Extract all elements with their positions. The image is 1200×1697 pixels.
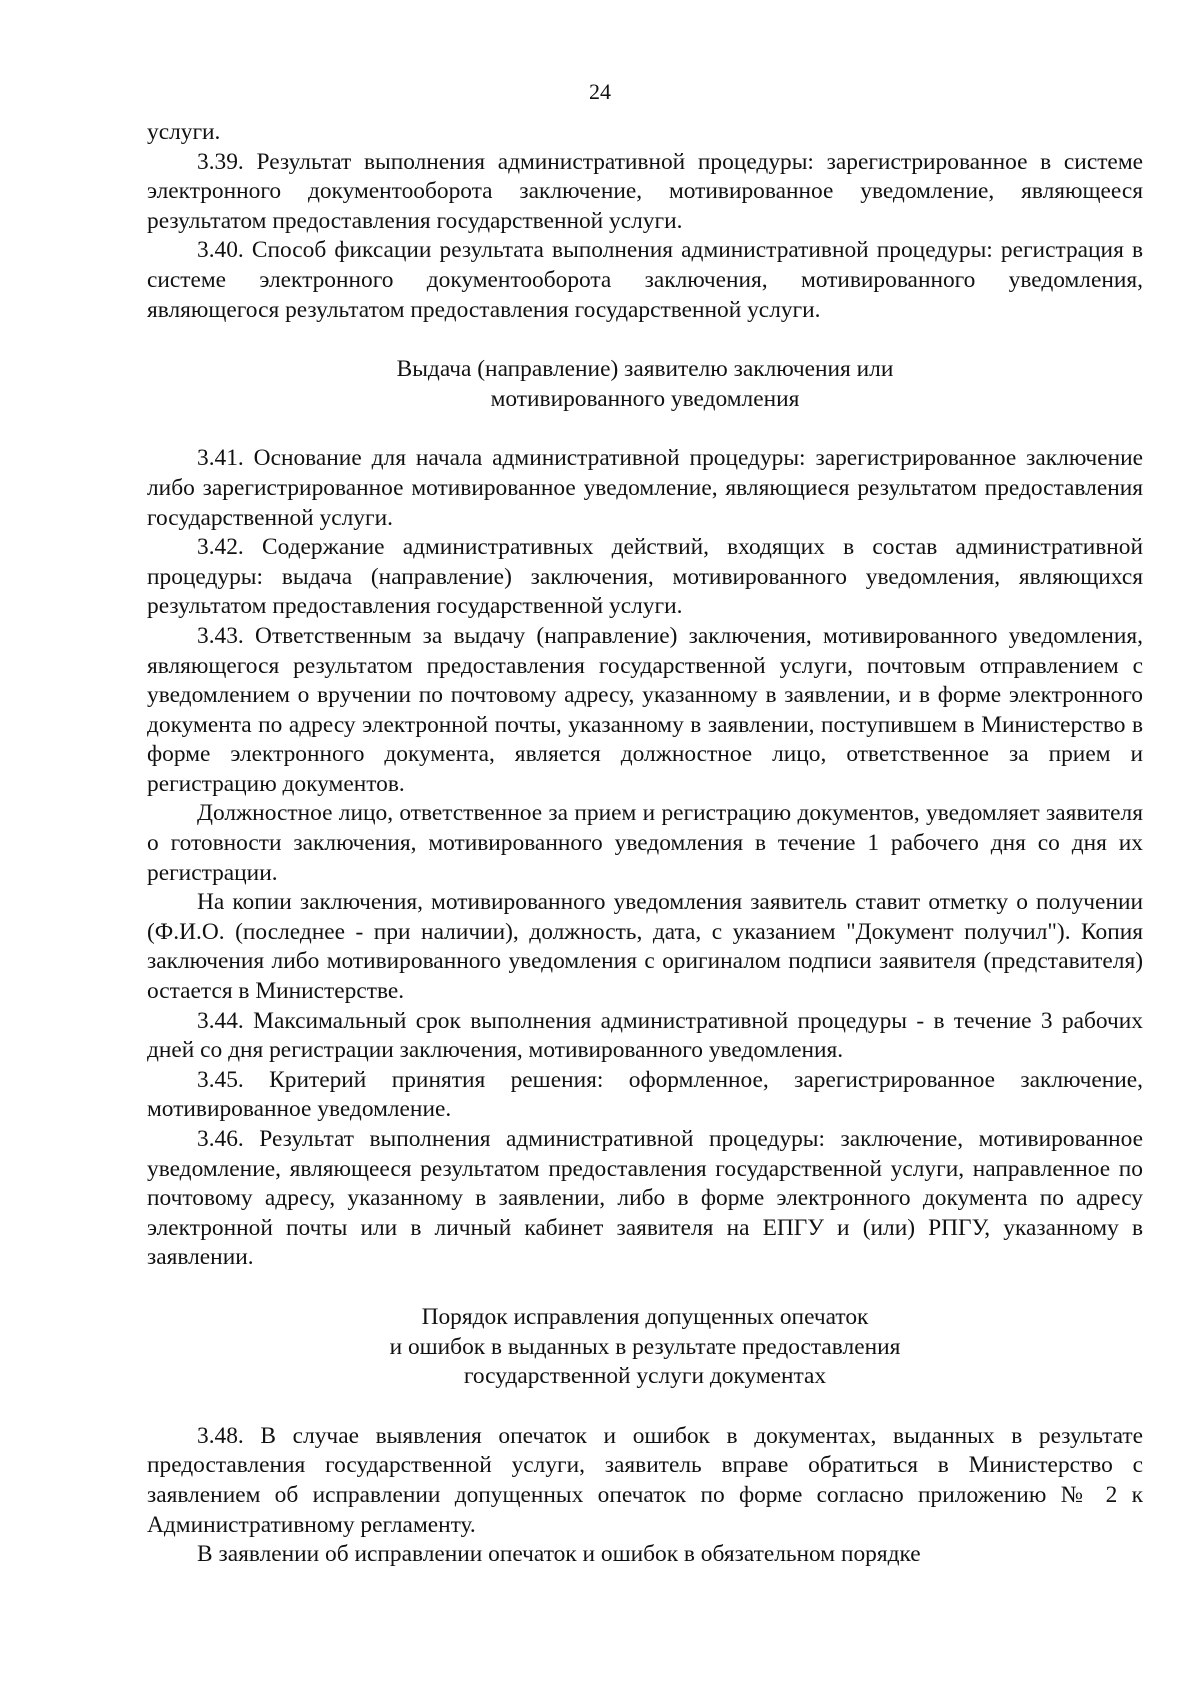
paragraph-copy-receipt: На копии заключения, мотивированного уведомления заявитель ставит отметку о получении (Ф.И.О. (последнее - при наличии), должность, дата, с указанием "Документ получил"). Копия заключения либо мотивированного уведомления с оригиналом подписи заявителя (представителя) остается в Министерстве. <box>147 889 1143 1005</box>
paragraph-3-44: 3.44. Максимальный срок выполнения административной процедуры - в течение 3 рабочих дней со дня регистрации заключения, мотивированного уведомления. <box>147 1007 1143 1064</box>
section-heading-corrections <box>147 1303 1143 1392</box>
paragraph-3-42: 3.42. Содержание административных действий, входящих в состав административной процедуры: выдача (направление) заключения, мотивированного уведомления, являющихся результатом предоставления государственной услуги. <box>147 534 1143 620</box>
heading-line: Порядок исправления допущенных опечаток <box>421 1303 869 1330</box>
document-body <box>147 118 1143 1570</box>
paragraph-3-40: 3.40. Способ фиксации результата выполнения административной процедуры: регистрация в системе электронного документооборота заключения, мотивированного уведомления, являющегося результатом предоставления государственной услуги. <box>147 237 1143 323</box>
heading-line: и ошибок в выданных в результате предоставления <box>389 1333 901 1360</box>
paragraph-3-43: 3.43. Ответственным за выдачу (направление) заключения, мотивированного уведомления, являющегося результатом предоставления государственной услуги, почтовым отправлением с уведомлением о вручении по почтовому адресу, указанному в заявлении, и в форме электронного документа по адресу электронной почты, указанному в заявлении, поступившем в Министерство в форме электронного документа, является должностное лицо, ответственное за прием и регистрацию документов. <box>147 622 1143 797</box>
heading-line: Выдача (направление) заявителю заключения или <box>396 356 894 383</box>
paragraph-official-notifies: Должностное лицо, ответственное за прием и регистрацию документов, уведомляет заявителя о готовности заключения, мотивированного уведомления в течение 1 рабочего дня со дня их регистрации. <box>147 800 1143 886</box>
paragraph-3-41: 3.41. Основание для начала административной процедуры: зарегистрированное заключение либо зарегистрированное мотивированное уведомление, являющиеся результатом предоставления государственной услуги. <box>147 445 1143 531</box>
heading-line: государственной услуги документах <box>463 1363 827 1390</box>
paragraph-3-46: 3.46. Результат выполнения административной процедуры: заключение, мотивированное уведомление, являющееся результатом предоставления государственной услуги, направленное по почтовому адресу, указанному в заявлении, либо в форме электронного документа по адресу электронной почты или в личный кабинет заявителя на ЕПГУ и (или) РПГУ, указанному в заявлении. <box>147 1126 1143 1271</box>
paragraph-3-48: 3.48. В случае выявления опечаток и ошибок в документах, выданных в результате предоставления государственной услуги, заявитель вправе обратиться в Министерство с заявлением об исправлении допущенных опечаток по форме согласно приложению № 2 к Административному регламенту. <box>147 1422 1143 1538</box>
heading-line: мотивированного уведомления <box>490 385 800 412</box>
section-heading-issuance <box>147 355 1143 414</box>
paragraph-application-content: В заявлении об исправлении опечаток и ошибок в обязательном порядке <box>197 1541 921 1568</box>
paragraph-3-45: 3.45. Критерий принятия решения: оформленное, зарегистрированное заключение, мотивированное уведомление. <box>147 1066 1143 1123</box>
paragraph-continuation: услуги. <box>147 119 221 145</box>
page-number: 24 <box>589 79 611 104</box>
paragraph-3-39: 3.39. Результат выполнения административной процедуры: зарегистрированное в системе электронного документооборота заключение, мотивированное уведомление, являющееся результатом предоставления государственной услуги. <box>147 148 1143 234</box>
